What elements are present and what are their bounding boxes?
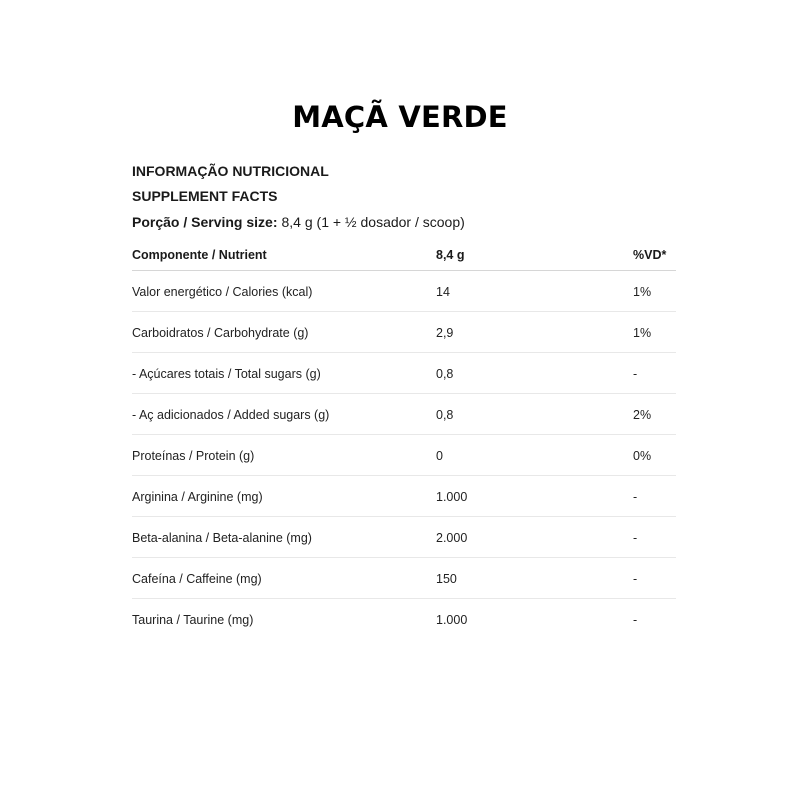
nutrient-name: Proteínas / Protein (g) <box>132 449 255 463</box>
nutrient-amount: 0 <box>436 449 443 463</box>
column-header-nutrient: Componente / Nutrient <box>132 248 267 262</box>
table-row <box>132 517 676 558</box>
nutrient-daily-value: - <box>633 367 638 381</box>
nutrient-daily-value: 0% <box>633 449 652 463</box>
nutrient-daily-value: 1% <box>633 326 652 340</box>
table-row <box>132 558 676 599</box>
nutrient-amount: 14 <box>436 285 450 299</box>
nutrient-daily-value: 1% <box>633 285 652 299</box>
nutrient-name: - Açúcares totais / Total sugars (g) <box>132 367 321 381</box>
table-row <box>132 394 676 435</box>
nutrient-name: Valor energético / Calories (kcal) <box>132 285 313 299</box>
table-header <box>132 240 676 271</box>
nutrient-amount: 0,8 <box>436 367 454 381</box>
nutrient-name: Carboidratos / Carbohydrate (g) <box>132 326 309 340</box>
nutrient-daily-value: 2% <box>633 408 652 422</box>
table-row <box>132 599 676 639</box>
nutrient-name: - Aç adicionados / Added sugars (g) <box>132 408 330 422</box>
serving-size-label: Porção / Serving size: <box>132 214 278 230</box>
nutrient-daily-value: - <box>633 613 638 627</box>
nutrient-daily-value: - <box>633 531 638 545</box>
nutrient-amount: 1.000 <box>436 490 468 504</box>
table-row <box>132 271 676 312</box>
nutrient-amount: 2,9 <box>436 326 454 340</box>
nutrient-name: Beta-alanina / Beta-alanine (mg) <box>132 531 312 545</box>
column-header-amount: 8,4 g <box>436 248 465 262</box>
nutrient-name: Arginina / Arginine (mg) <box>132 490 263 504</box>
nutrient-amount: 0,8 <box>436 408 454 422</box>
table-row <box>132 312 676 353</box>
column-header-daily-value: %VD* <box>633 248 667 262</box>
table-row <box>132 476 676 517</box>
nutrient-amount: 1.000 <box>436 613 468 627</box>
nutrient-name: Taurina / Taurine (mg) <box>132 613 254 627</box>
heading-nutrition-info: INFORMAÇÃO NUTRICIONAL <box>132 163 329 179</box>
table-row <box>132 353 676 394</box>
nutrient-amount: 2.000 <box>436 531 468 545</box>
nutrient-amount: 150 <box>436 572 457 586</box>
nutrient-daily-value: - <box>633 490 638 504</box>
nutrient-name: Cafeína / Caffeine (mg) <box>132 572 262 586</box>
serving-size-value: 8,4 g (1 + ½ dosador / scoop) <box>281 214 465 230</box>
serving-size <box>132 213 465 231</box>
table-row <box>132 435 676 476</box>
page-title: MAÇÃ VERDE <box>292 100 508 134</box>
nutrient-daily-value: - <box>633 572 638 586</box>
heading-supplement-facts: SUPPLEMENT FACTS <box>132 188 278 204</box>
nutrition-table <box>132 240 676 639</box>
